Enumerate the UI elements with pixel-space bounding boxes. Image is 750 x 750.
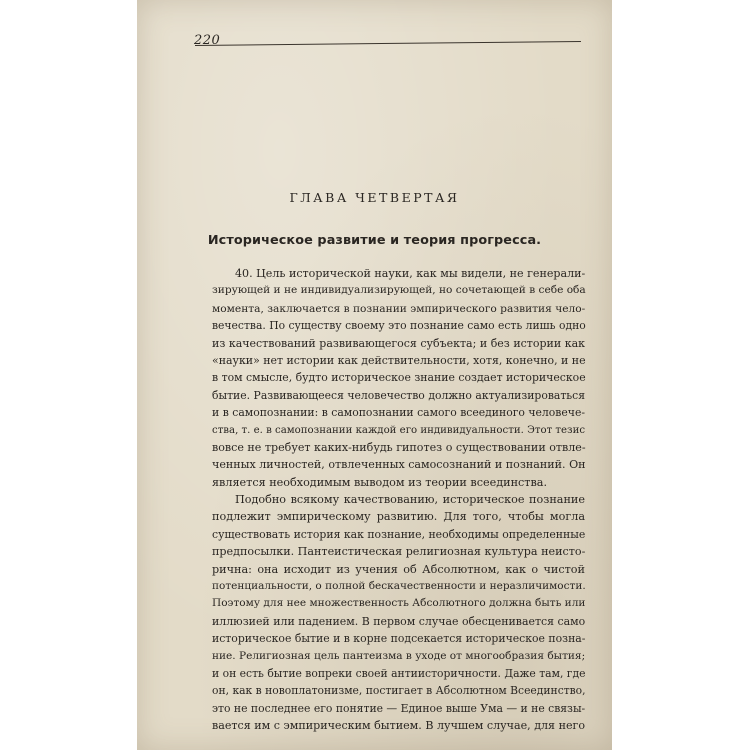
text-line: иллюзией или падением. В первом случае обесценивается само [212,614,586,628]
section-title: Историческое развитие и теория прогресса. [207,233,542,248]
book-page [137,0,612,750]
text-line: 40. Цель исторической науки, как мы видели, не генерали- [235,267,586,280]
text-line: «науки» нет истории как действительности, хотя, конечно, и не [212,353,586,367]
text-line: потенциальности, о полной бескачественности и неразличимости. [212,580,586,593]
page-number: 220 [194,33,221,48]
text-line: и он есть бытие вопреки своей антиисторичности. Даже там, где [212,666,586,680]
text-line: вовсе не требует каких-нибудь гипотез о существовании отвле- [212,440,586,454]
text-line: существовать история как познание, необходимы определенные [212,527,586,541]
text-line: ченных личностей, отвлеченных самосознаний и познаний. Он [212,458,586,472]
body-text [212,265,585,735]
text-line: ние. Религиозная цель пантеизма в уходе от многообразия бытия; [212,649,586,662]
text-line: рична: она исходит из учения об Абсолютном, как о чистой [212,562,585,576]
text-line: бытие. Развивающееся человечество должно актуализироваться [212,388,585,402]
text-line: ства, т. е. в самопознании каждой его индивидуальности. Этот тезис [212,424,586,436]
text-line: из качествований развивающегося субъекта; и без истории как [212,336,585,350]
text-line: и в самопознании: в самопознании самого всеединого человече- [212,406,585,420]
text-line: предпосылки. Пантеистическая религиозная культура неисто- [212,545,586,559]
text-line: подлежит эмпирическому развитию. Для того, чтобы могла [212,510,585,524]
text-line: это не последнее его понятие — Единое выше Ума — и не связы- [212,701,586,715]
text-line: момента, заключается в познании эмпирического развития чело- [212,301,586,315]
text-line: является необходимым выводом из теории всеединства. [212,475,548,489]
chapter-title: ГЛАВА ЧЕТВЕРТАЯ [289,190,460,205]
text-line: зирующей и не индивидуализирующей, но сочетающей в себе оба [212,284,586,297]
text-line: историческое бытие и в корне подсекается историческое позна- [212,632,586,646]
text-line: Подобно всякому качествованию, историческое познание [235,493,585,507]
text-line: в том смысле, будто историческое знание создает историческое [212,371,586,385]
text-line: Поэтому для нее множественность Абсолютного должна быть или [212,597,586,610]
text-line: вечества. По существу своему это познание само есть лишь одно [212,319,586,333]
text-line: он, как в новоплатонизме, постигает в Абсолютном Всеединство, [212,684,586,698]
header-rule [195,41,581,46]
text-line: вается им с эмпирическим бытием. В лучшем случае, для него [212,719,585,733]
